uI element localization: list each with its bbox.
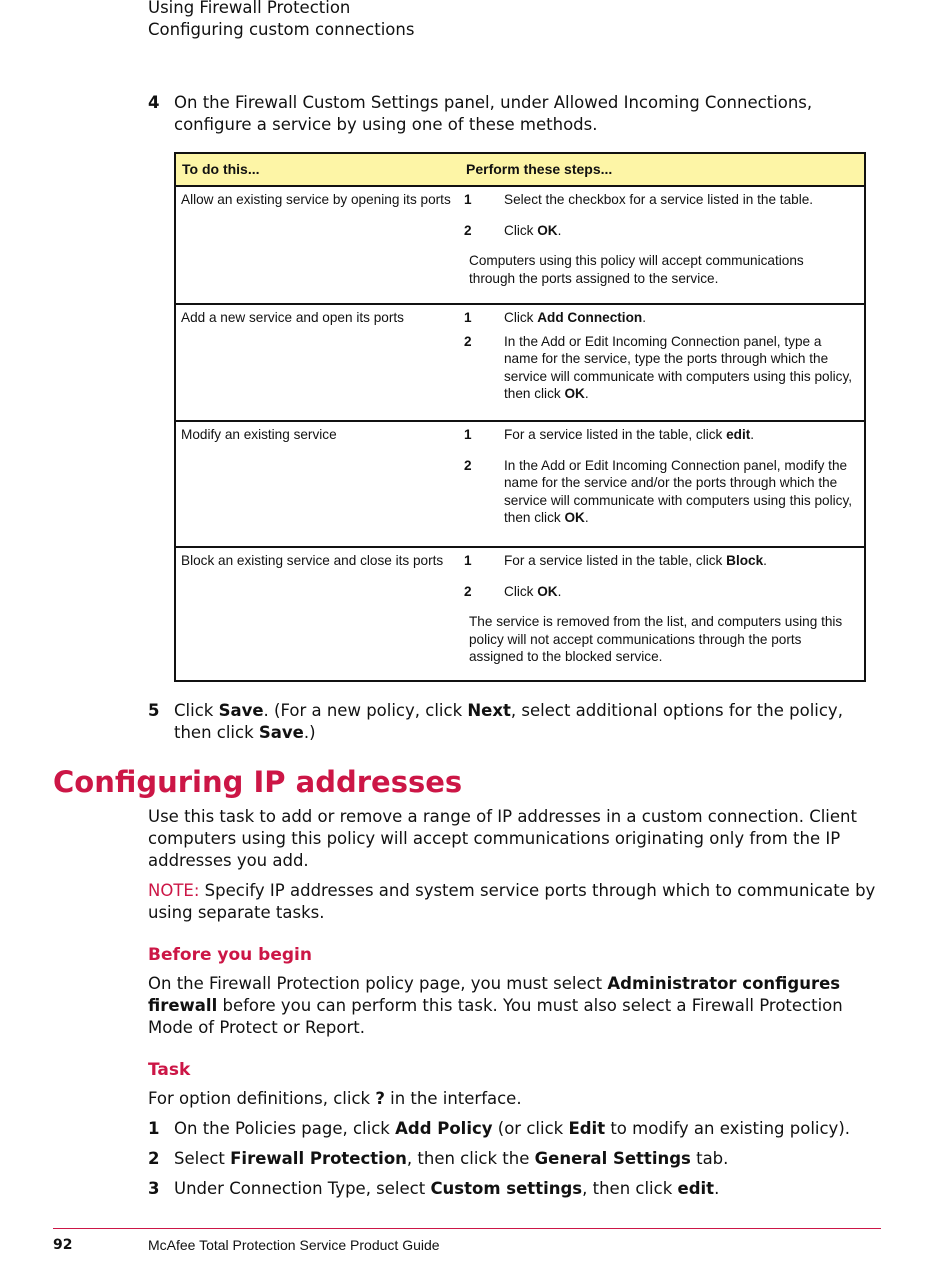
table-header-row — [175, 153, 865, 186]
ok-label: OK — [537, 222, 558, 238]
ok-label: OK — [537, 583, 558, 599]
section-title: Configuring IP addresses — [53, 765, 463, 799]
running-header-section: Configuring custom connections — [148, 20, 415, 39]
punctuation: . — [557, 222, 562, 238]
step-4 — [148, 92, 878, 136]
text-run: , then click the — [406, 1149, 535, 1168]
ok-label: OK — [564, 386, 585, 401]
punctuation: . — [584, 510, 589, 525]
footer-title: McAfee Total Protection Service Product Guide — [148, 1237, 440, 1253]
sub-step-number: 2 — [464, 222, 472, 238]
sub-step — [464, 333, 859, 403]
edit-label: Edit — [568, 1119, 606, 1138]
sub-step-text: Select the checkbox for a service listed in the table. — [504, 192, 814, 207]
note-text: Specify IP addresses and system service ports through which to communicate by using separate tasks. — [148, 881, 876, 922]
step-text — [174, 1118, 878, 1140]
before-you-begin-paragraph — [148, 973, 883, 1039]
text-run: before you can perform this task. You must also select a Firewall Protection Mode of Protect or Report. — [148, 996, 843, 1037]
text-run: (or click — [492, 1119, 569, 1138]
text-run: On the Firewall Protection policy page, you must select — [148, 974, 608, 993]
save-label: Save — [258, 723, 304, 742]
task-step-3 — [148, 1178, 878, 1200]
table-row — [175, 186, 865, 304]
text-run: Click — [174, 701, 219, 720]
sub-step-text: For a service listed in the table, click — [504, 427, 727, 442]
edit-label: edit — [726, 427, 751, 442]
intro-paragraph: Use this task to add or remove a range of IP addresses in a custom connection. Client computers using this policy will accept communications originating only from the IP addresses you add. — [148, 807, 857, 870]
sub-step-text: Click — [504, 310, 538, 325]
table-row — [175, 304, 865, 421]
step-number: 5 — [148, 701, 160, 720]
sub-step-text: In the Add or Edit Incoming Connection panel, modify the name for the service and/or the ports through which the service will communicate with computers using this policy, then click — [504, 457, 853, 525]
step-text — [174, 1178, 878, 1200]
punctuation: . — [763, 553, 767, 568]
text-run: tab. — [690, 1149, 729, 1168]
add-connection-label: Add Connection — [537, 310, 643, 325]
sub-step — [464, 426, 859, 444]
task-cell: Block an existing service and close its ports — [175, 547, 460, 681]
firewall-protection-label: Firewall Protection — [230, 1149, 407, 1168]
step-number: 4 — [148, 93, 160, 112]
ok-label: OK — [564, 510, 585, 525]
task-step-1 — [148, 1118, 878, 1140]
steps-cell — [460, 547, 865, 681]
punctuation: . — [642, 310, 646, 325]
step-number: 3 — [148, 1179, 160, 1198]
punctuation: . — [557, 583, 562, 599]
sub-step-number: 1 — [464, 553, 472, 568]
edit-label: edit — [677, 1179, 715, 1198]
sub-step — [464, 191, 859, 209]
step-text — [174, 700, 878, 744]
sub-step-number: 2 — [464, 583, 472, 599]
sub-step — [464, 222, 859, 240]
sub-step-number: 1 — [464, 427, 472, 442]
text-run: Select — [174, 1149, 231, 1168]
text-run: . — [714, 1179, 720, 1198]
task-intro — [148, 1088, 883, 1110]
block-label: Block — [726, 553, 764, 568]
result-note: Computers using this policy will accept communications through the ports assigned to the service. — [469, 253, 804, 286]
help-label: ? — [375, 1089, 385, 1108]
footer-divider — [53, 1228, 881, 1229]
text-run: .) — [303, 723, 316, 742]
text-run: . (For a new policy, click — [263, 701, 468, 720]
sub-step-text: In the Add or Edit Incoming Connection panel, type a name for the service, type the ports through which the service will communicate with computers using this policy, then click — [504, 333, 853, 401]
before-you-begin-heading: Before you begin — [148, 945, 312, 965]
sub-step-text: Click — [504, 222, 538, 238]
text-run: in the interface. — [384, 1089, 522, 1108]
column-header-steps: Perform these steps... — [460, 153, 865, 186]
result-note: The service is removed from the list, and computers using this policy will not accept communications through the ports assigned to the blocked service. — [469, 614, 843, 664]
text-run: to modify an existing policy). — [605, 1119, 851, 1138]
text-run: , then click — [582, 1179, 678, 1198]
next-label: Next — [467, 701, 511, 720]
sub-step-number: 2 — [464, 333, 472, 349]
sub-step-number: 2 — [464, 457, 472, 473]
sub-step — [464, 583, 859, 601]
table-row — [175, 547, 865, 681]
sub-step-text: Click — [504, 583, 538, 599]
methods-table — [174, 152, 866, 682]
task-cell: Add a new service and open its ports — [175, 304, 460, 421]
steps-cell — [460, 186, 865, 304]
general-settings-label: General Settings — [534, 1149, 691, 1168]
sub-step-number: 1 — [464, 192, 472, 207]
table-row — [175, 421, 865, 547]
text-run: On the Policies page, click — [174, 1119, 396, 1138]
add-policy-label: Add Policy — [395, 1119, 493, 1138]
step-text — [174, 1148, 878, 1170]
text-run: , select additional options for the policy, then click — [174, 701, 843, 742]
sub-step — [464, 309, 859, 327]
custom-settings-label: Custom settings — [430, 1179, 583, 1198]
sub-step — [464, 457, 859, 527]
step-5 — [148, 700, 878, 744]
sub-step-number: 1 — [464, 310, 472, 325]
step-text: On the Firewall Custom Settings panel, under Allowed Incoming Connections, configure a service by using one of these methods. — [174, 93, 813, 134]
task-cell: Modify an existing service — [175, 421, 460, 547]
running-header-chapter: Using Firewall Protection — [148, 0, 351, 17]
admin-configures-label: Administrator configures firewall — [148, 974, 841, 1015]
text-run: Under Connection Type, select — [174, 1179, 431, 1198]
sub-step-text: For a service listed in the table, click — [504, 553, 727, 568]
steps-cell — [460, 304, 865, 421]
task-heading: Task — [148, 1060, 191, 1080]
column-header-task: To do this... — [175, 153, 460, 186]
step-number: 1 — [148, 1119, 160, 1138]
note-paragraph — [148, 880, 883, 924]
steps-cell — [460, 421, 865, 547]
punctuation: . — [584, 386, 589, 401]
note-label: NOTE: — [148, 881, 200, 900]
sub-step — [464, 552, 859, 570]
task-cell: Allow an existing service by opening its ports — [175, 186, 460, 304]
save-label: Save — [218, 701, 264, 720]
step-number: 2 — [148, 1149, 160, 1168]
task-step-2 — [148, 1148, 878, 1170]
page-number: 92 — [53, 1237, 73, 1253]
punctuation: . — [750, 427, 755, 442]
text-run: For option definitions, click — [148, 1089, 376, 1108]
